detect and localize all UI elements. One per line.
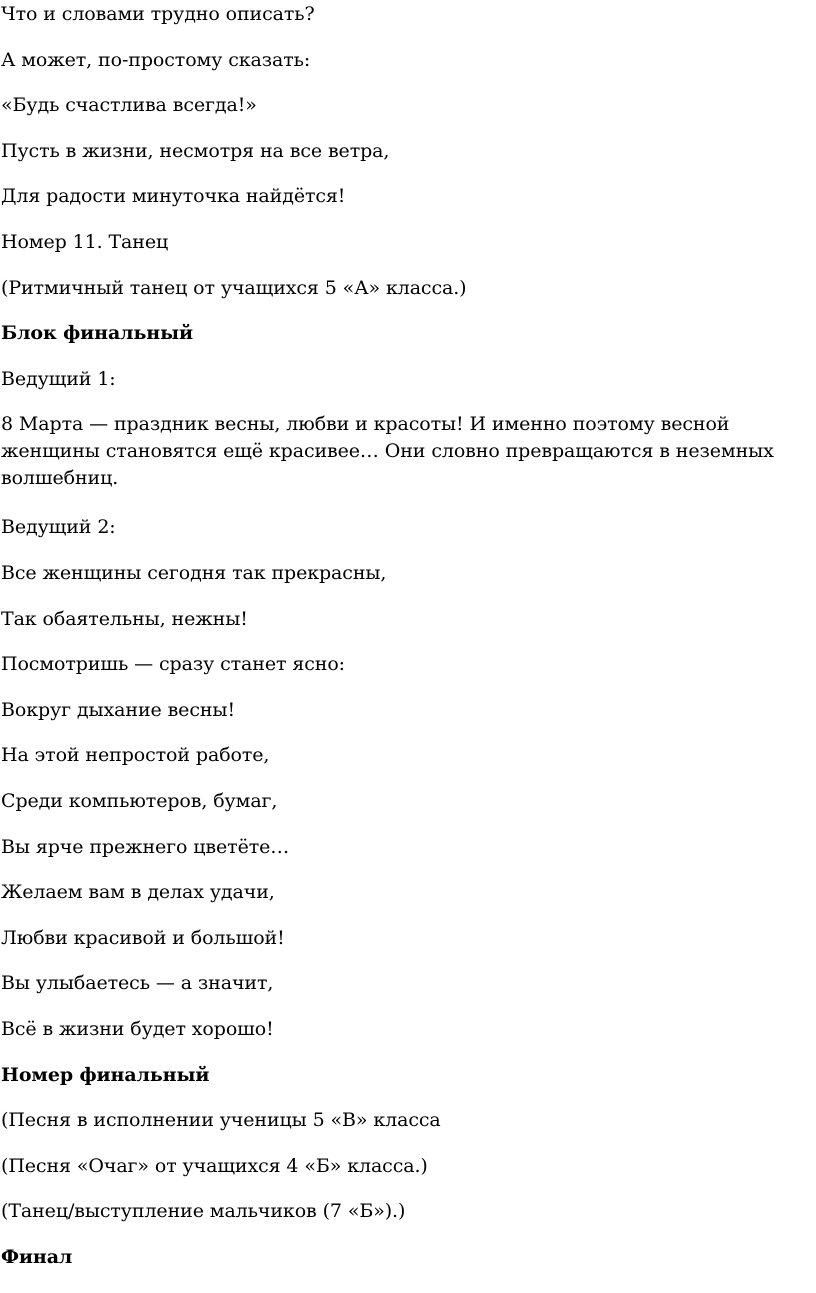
poem-line: Посмотришь — сразу станет ясно: <box>1 653 345 675</box>
poem-line: Вокруг дыхание весны! <box>1 699 235 721</box>
section-heading: Финал <box>1 1246 73 1268</box>
poem-line: Всё в жизни будет хорошо! <box>1 1018 274 1040</box>
speaker-label: Ведущий 2: <box>1 516 116 538</box>
poem-line: На этой непростой работе, <box>1 744 270 766</box>
paragraph: (Песня в исполнении ученицы 5 «В» класса <box>1 1109 441 1131</box>
paragraph: «Будь счастлива всегда!» <box>1 94 257 116</box>
paragraph: (Ритмичный танец от учащихся 5 «А» класса.) <box>1 277 467 299</box>
poem-line: Вы ярче прежнего цветёте… <box>1 836 290 858</box>
poem-line: Среди компьютеров, бумаг, <box>1 790 278 812</box>
paragraph: (Песня «Очаг» от учащихся 4 «Б» класса.) <box>1 1155 428 1177</box>
section-heading: Номер финальный <box>1 1064 210 1086</box>
poem-line: Любви красивой и большой! <box>1 927 285 949</box>
poem-line: Желаем вам в делах удачи, <box>1 881 275 903</box>
paragraph: Что и словами трудно описать? <box>1 3 315 25</box>
paragraph: Номер 11. Танец <box>1 231 169 253</box>
speaker-label: Ведущий 1: <box>1 368 116 390</box>
poem-line: Так обаятельны, нежны! <box>1 608 248 630</box>
paragraph: А может, по-простому сказать: <box>1 49 311 71</box>
paragraph: Пусть в жизни, несмотря на все ветра, <box>1 140 390 162</box>
poem-line: Все женщины сегодня так прекрасны, <box>1 562 387 584</box>
paragraph: Для радости минуточка найдётся! <box>1 185 346 207</box>
poem-line: Вы улыбаетесь — а значит, <box>1 972 274 994</box>
paragraph: 8 Марта — праздник весны, любви и красоты! И именно поэтому весной женщины становятся ещё красивее… Они словно превращаются в неземных волшебниц. <box>1 413 774 489</box>
paragraph: (Танец/выступление мальчиков (7 «Б»).) <box>1 1200 406 1222</box>
section-heading: Блок финальный <box>1 322 194 344</box>
